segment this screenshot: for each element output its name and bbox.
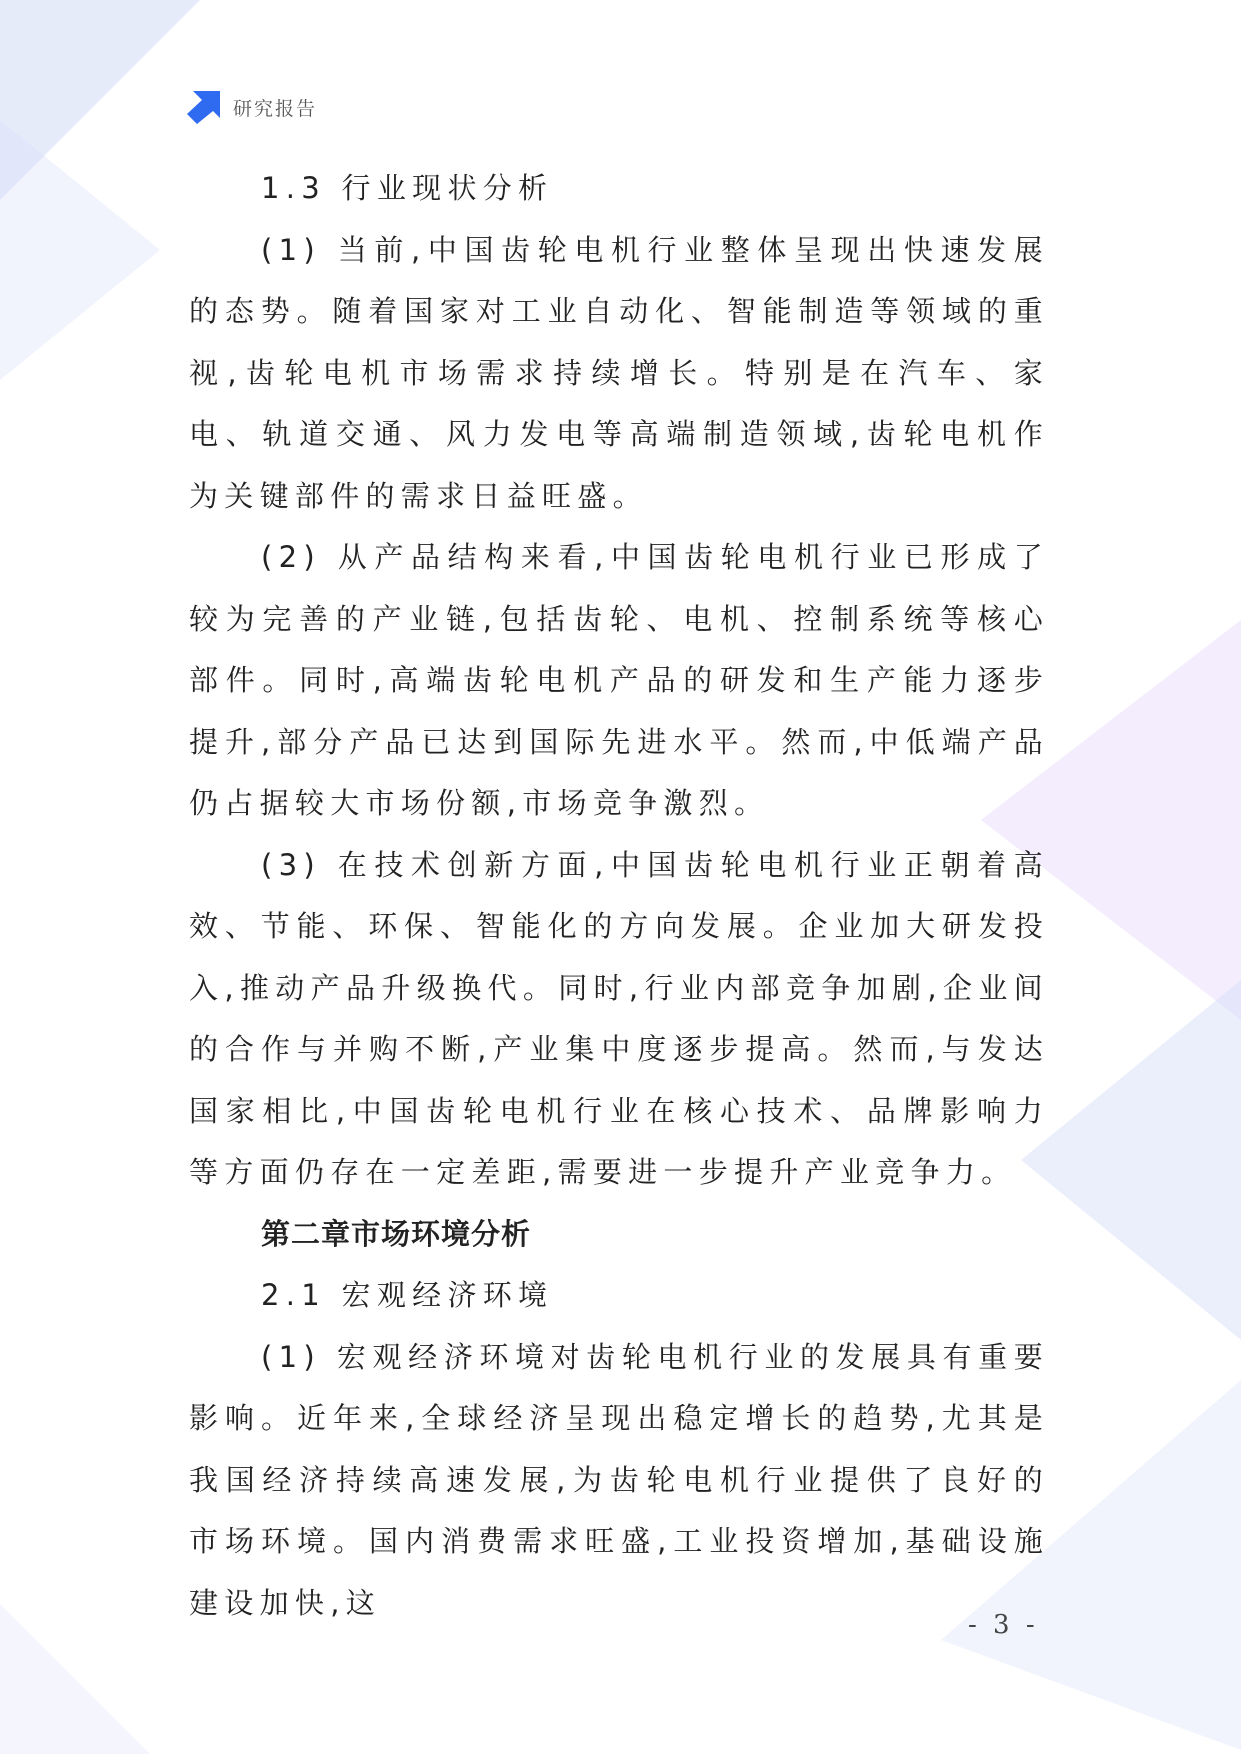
paragraph: (3) 在技术创新方面,中国齿轮电机行业正朝着高效、节能、环保、智能化的方向发展。企业加大研发投入,推动产品升级换代。同时,行业内部竞争加剧,企业间的合作与并购不断,产业集中度逐步提高。然而,与发达国家相比,中国齿轮电机行业在核心技术、品牌影响力等方面仍存在一定差距,需要进一步提升产业竞争力。: [189, 847, 1049, 1189]
section-heading: 2.1 宏观经济环境: [261, 1278, 554, 1312]
chapter-heading: 第二章市场环境分析: [261, 1216, 532, 1251]
header-title: 研究报告: [233, 97, 318, 120]
arrow-up-right-icon: [187, 90, 221, 124]
document-body: [189, 158, 1049, 1634]
section-heading: 1.3 行业现状分析: [261, 171, 554, 205]
page-number: - 3 -: [968, 1610, 1039, 1640]
background-triangle: [1021, 980, 1241, 1340]
paragraph: (1) 当前,中国齿轮电机行业整体呈现出快速发展的态势。随着国家对工业自动化、智能制造等领域的重视,齿轮电机市场需求持续增长。特别是在汽车、家电、轨道交通、风力发电等高端制造领域,齿轮电机作为关键部件的需求日益旺盛。: [189, 232, 1049, 513]
background-triangle: [0, 1604, 150, 1754]
background-triangle: [0, 120, 160, 380]
paragraph: (2) 从产品结构来看,中国齿轮电机行业已形成了较为完善的产业链,包括齿轮、电机、控制系统等核心部件。同时,高端齿轮电机产品的研发和生产能力逐步提升,部分产品已达到国际先进水平。然而,中低端产品仍占据较大市场份额,市场竞争激烈。: [189, 540, 1049, 820]
page-header: [187, 90, 317, 124]
paragraph: (1) 宏观经济环境对齿轮电机行业的发展具有重要影响。近年来,全球经济呈现出稳定增长的趋势,尤其是我国经济持续高速发展,为齿轮电机行业提供了良好的市场环境。国内消费需求旺盛,工业投资增加,基础设施建设加快,这: [189, 1339, 1049, 1620]
